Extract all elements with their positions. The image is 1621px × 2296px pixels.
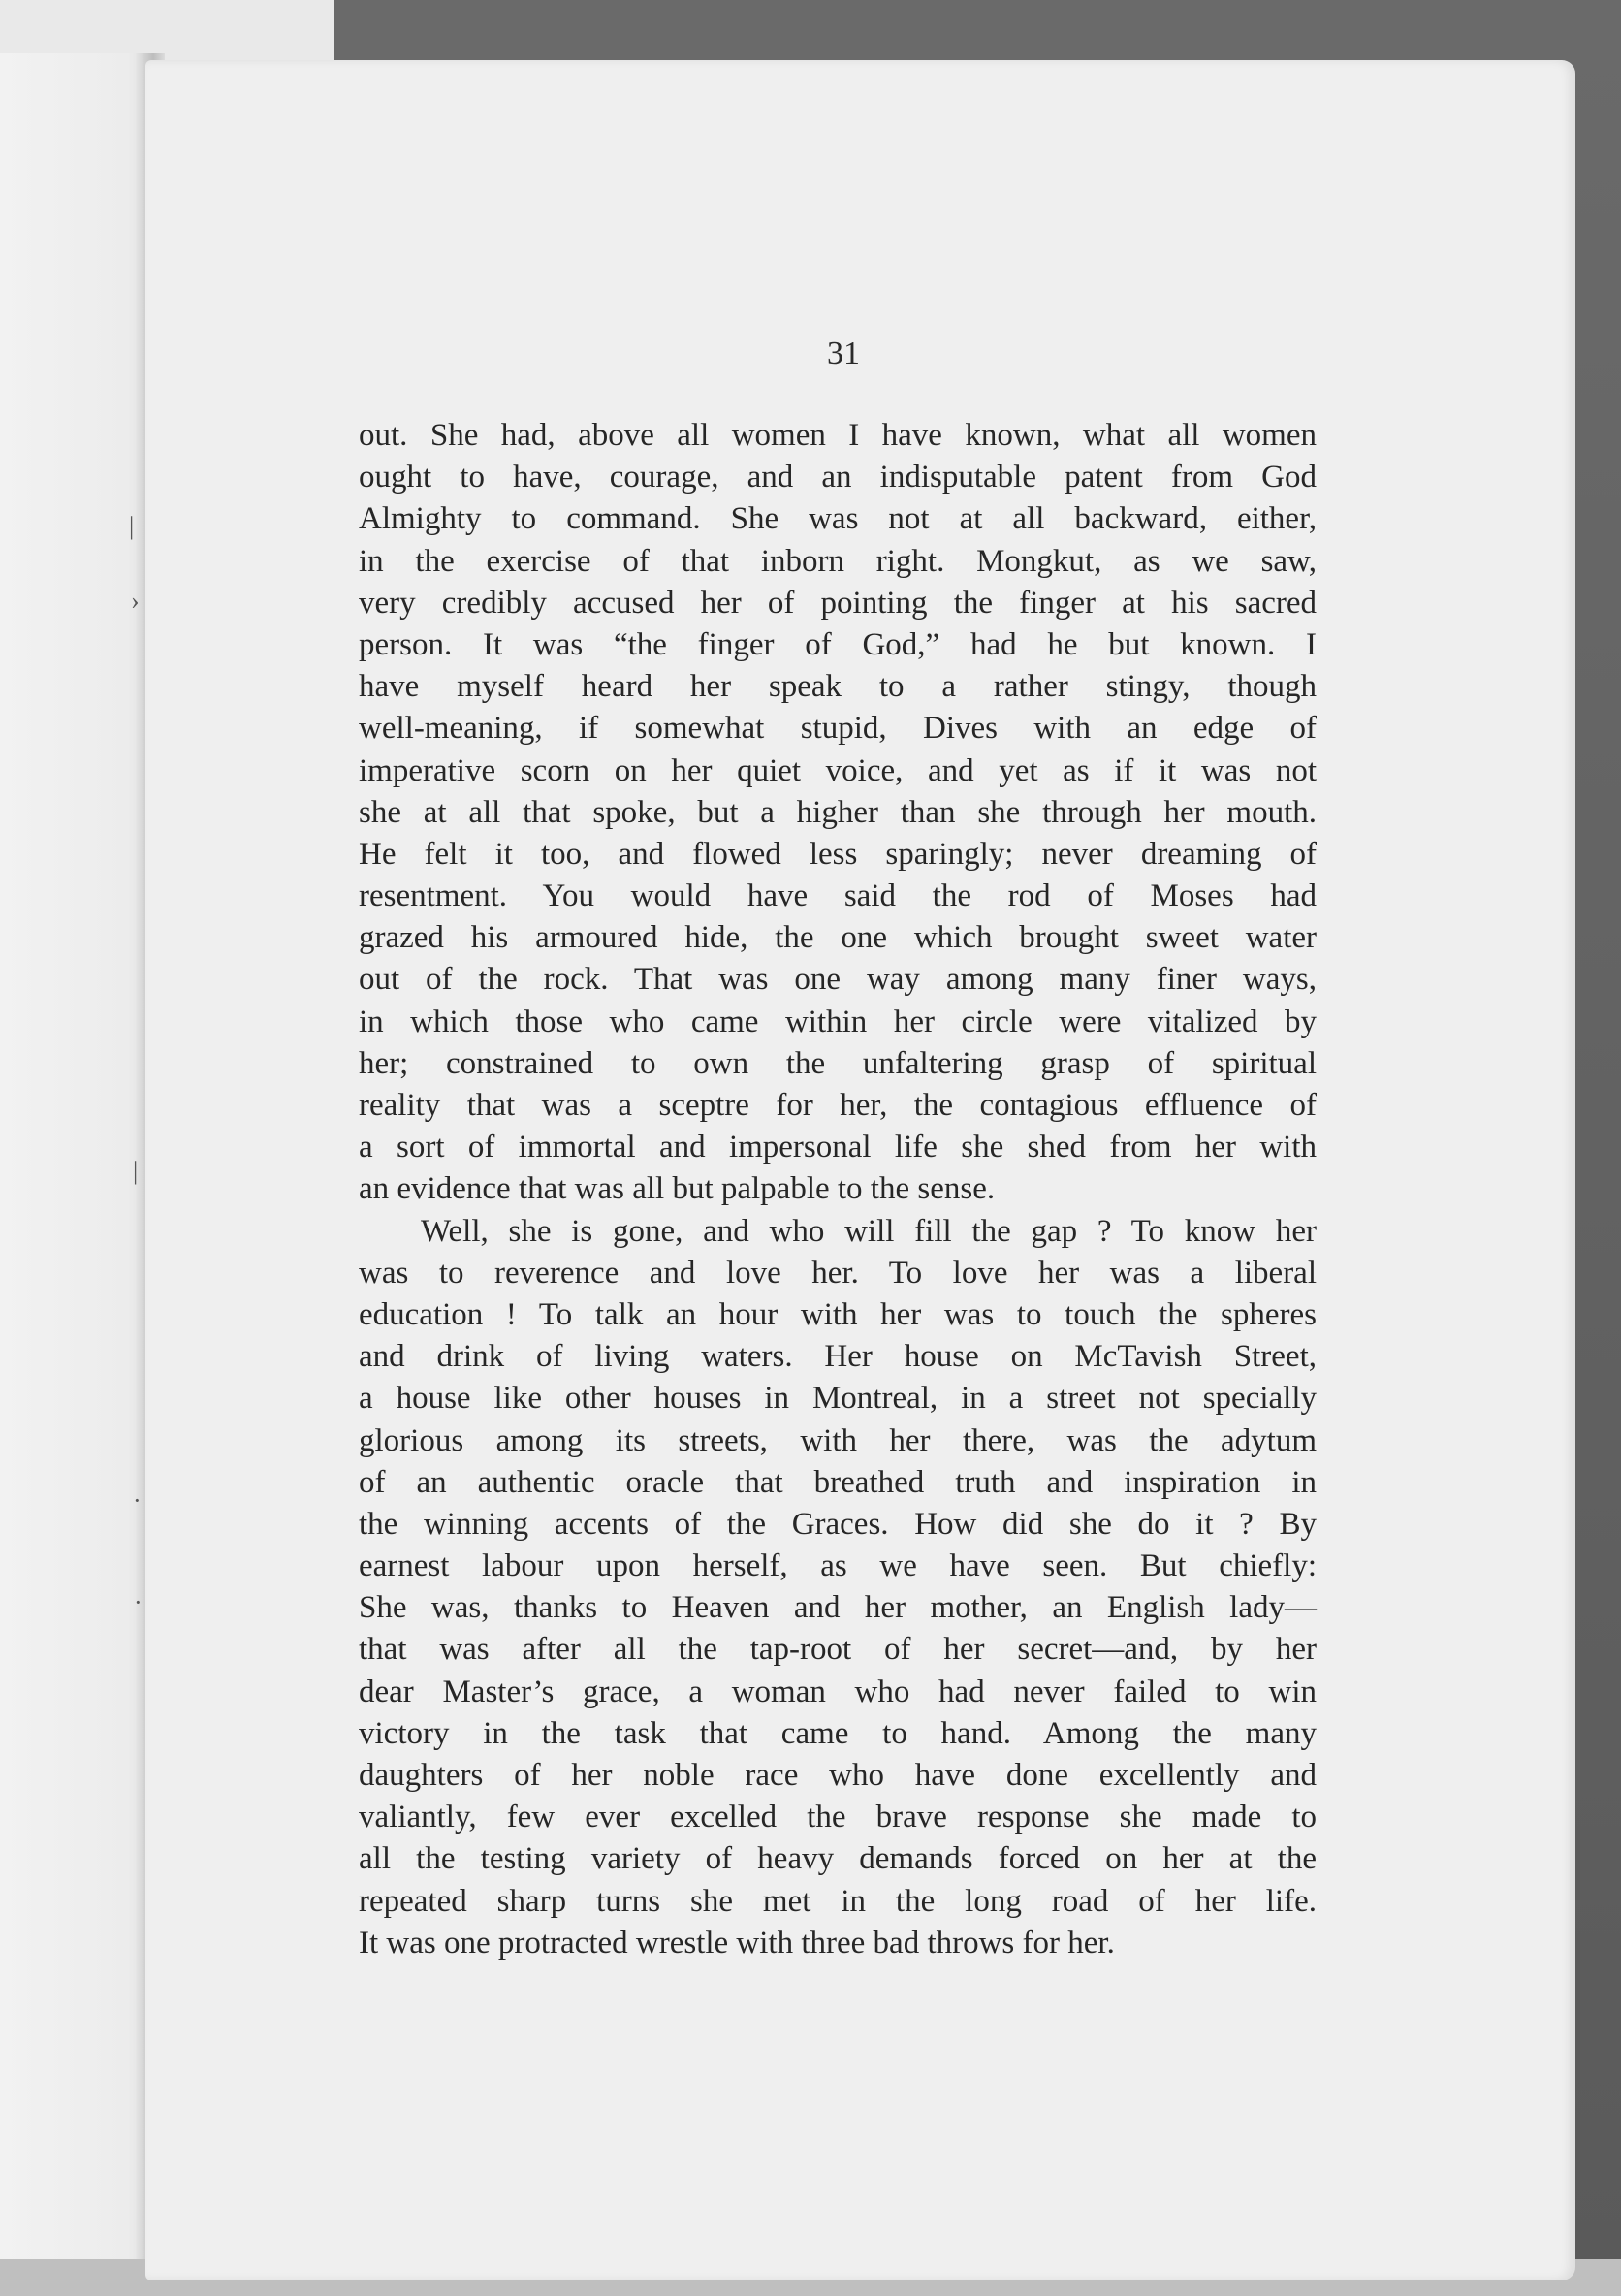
text-line: ought to have, courage, and an indisputable patent from God <box>359 460 1317 495</box>
text-line: her; constrained to own the unfaltering grasp of spiritual <box>359 1045 1317 1081</box>
margin-mark: › <box>131 587 140 615</box>
text-line: He felt it too, and flowed less sparingly; never dreaming of <box>359 836 1317 872</box>
text-line: have myself heard her speak to a rather stingy, though <box>359 669 1317 705</box>
text-line: Almighty to command. She was not at all backward, either, <box>359 501 1317 537</box>
margin-mark: | <box>133 1157 139 1185</box>
text-line: valiantly, few ever excelled the brave response she made to <box>359 1800 1317 1835</box>
text-line: person. It was “the finger of God,” had he but known. I <box>359 626 1317 662</box>
text-line: glorious among its streets, with her there, was the adytum <box>359 1422 1317 1458</box>
text-line: that was after all the tap-root of her secret—and, by her <box>359 1632 1317 1668</box>
body-text <box>359 415 1317 1964</box>
margin-mark: | <box>129 512 135 540</box>
text-line: the winning accents of the Graces. How did she do it ? By <box>359 1506 1317 1542</box>
text-line: was to reverence and love her. To love her was a liberal <box>359 1255 1317 1291</box>
text-line: in which those who came within her circle were vitalized by <box>359 1004 1317 1039</box>
text-line: in the exercise of that inborn right. Mongkut, as we saw, <box>359 543 1317 579</box>
text-line: and drink of living waters. Her house on McTavish Street, <box>359 1339 1317 1375</box>
text-line: of an authentic oracle that breathed truth and inspiration in <box>359 1464 1317 1500</box>
text-line: well-meaning, if somewhat stupid, Dives with an edge of <box>359 711 1317 747</box>
text-line: very credibly accused her of pointing the finger at his sacred <box>359 585 1317 621</box>
text-line: victory in the task that came to hand. Among the many <box>359 1715 1317 1751</box>
text-line: out of the rock. That was one way among many finer ways, <box>359 962 1317 998</box>
paragraph <box>359 1211 1317 1964</box>
text-line: grazed his armoured hide, the one which brought sweet water <box>359 920 1317 956</box>
text-line: Well, she is gone, and who will fill the gap ? To know her <box>421 1213 1317 1249</box>
text-line: a sort of immortal and impersonal life she shed from her with <box>359 1130 1317 1165</box>
page-number: 31 <box>827 335 860 371</box>
text-line: resentment. You would have said the rod of Moses had <box>359 878 1317 914</box>
text-line: an evidence that was all but palpable to the sense. <box>359 1171 996 1207</box>
text-line: dear Master’s grace, a woman who had never failed to win <box>359 1674 1317 1709</box>
scan-edge-strip <box>0 0 334 60</box>
text-line: a house like other houses in Montreal, in a street not specially <box>359 1381 1317 1417</box>
margin-mark: · <box>134 1588 143 1616</box>
text-line: It was one protracted wrestle with three bad throws for her. <box>359 1925 1115 1961</box>
text-line: out. She had, above all women I have known, what all women <box>359 418 1317 453</box>
text-line: she at all that spoke, but a higher than she through her mouth. <box>359 794 1317 830</box>
margin-mark: · <box>133 1486 142 1515</box>
paragraph <box>359 415 1317 1211</box>
text-line: education ! To talk an hour with her was to touch the spheres <box>359 1296 1317 1332</box>
text-line: imperative scorn on her quiet voice, and yet as if it was not <box>359 752 1317 788</box>
text-line: She was, thanks to Heaven and her mother, an English lady— <box>359 1590 1317 1626</box>
text-line: daughters of her noble race who have done excellently and <box>359 1758 1317 1793</box>
text-line: repeated sharp turns she met in the long road of her life. <box>359 1883 1317 1919</box>
text-line: earnest labour upon herself, as we have seen. But chiefly: <box>359 1548 1317 1584</box>
text-line: all the testing variety of heavy demands forced on her at the <box>359 1841 1317 1877</box>
text-line: reality that was a sceptre for her, the contagious effluence of <box>359 1088 1317 1123</box>
